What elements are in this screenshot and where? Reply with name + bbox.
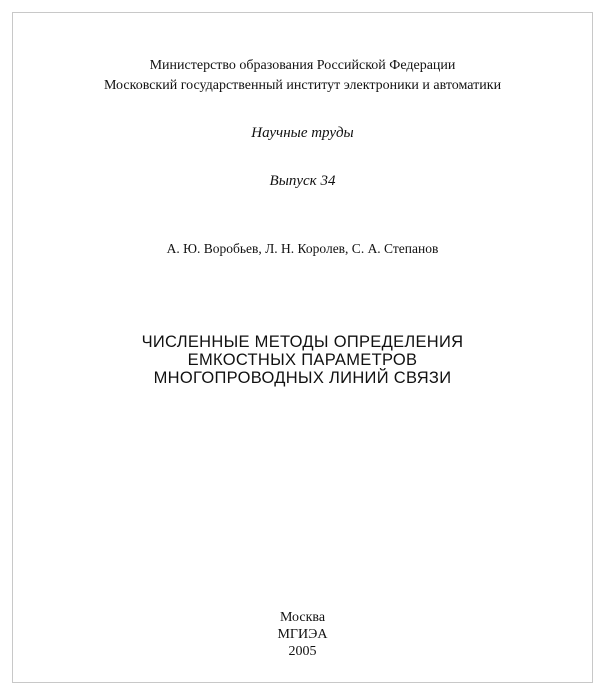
series-name: Научные труды — [251, 125, 354, 141]
document-title — [13, 333, 592, 387]
title-line: ЕМКОСТНЫХ ПАРАМЕТРОВ — [187, 351, 418, 369]
imprint-publisher: МГИЭА — [277, 627, 328, 642]
imprint-year: 2005 — [288, 644, 317, 659]
title-line: МНОГОПРОВОДНЫХ ЛИНИЙ СВЯЗИ — [153, 369, 452, 387]
title-line: ЧИСЛЕННЫЕ МЕТОДЫ ОПРЕДЕЛЕНИЯ — [141, 333, 464, 351]
imprint-city: Москва — [279, 610, 326, 625]
header-block — [13, 56, 592, 96]
imprint — [13, 609, 592, 660]
issue-number: Выпуск 34 — [269, 173, 336, 189]
title-page — [12, 12, 593, 683]
authors: А. Ю. Воробьев, Л. Н. Королев, С. А. Степанов — [166, 241, 439, 256]
institute-name: Московский государственный институт электроники и автоматики — [103, 78, 502, 93]
ministry-name: Министерство образования Российской Федерации — [149, 58, 456, 73]
